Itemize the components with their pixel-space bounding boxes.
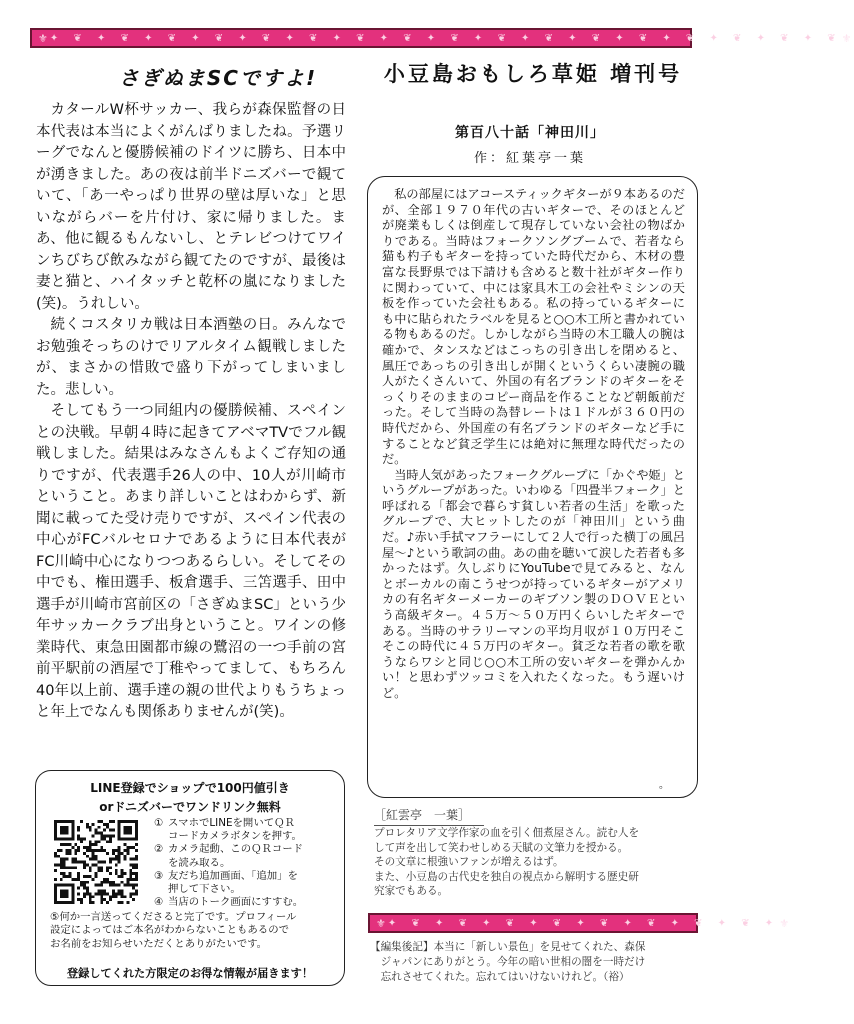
- profile-line: また、小豆島の古代史を独自の視点から解明する歴史研: [374, 870, 639, 883]
- qr-code-icon[interactable]: [54, 820, 138, 904]
- top-decorative-band: [30, 28, 854, 48]
- profile-line: して声を出して笑わせしめる天賦の文筆力を授かる。: [374, 841, 629, 854]
- author-name: 作：紅葉亭一葉: [473, 151, 586, 166]
- line-step: ② カメラ起動、このＱＲコード を読み取る。: [154, 843, 304, 869]
- line-step: ④ 当店のトーク画面にすすむ。: [154, 896, 304, 909]
- left-paragraph: カタールW杯サッカー、我らが森保監督の日本代表は本当によくがんばりましたね。予選リーグでなんと優勝候補のドイツに勝ち、日本中が湧きました。あの夜は前半ドニズバーで観ていて、「あ一やっぱり世界の壁は厚いな」と思いながらバーを片付け、家に帰りました。まあ、他に観るもんないし、とテレビつけてワインちびちび飲みながら観てたのですが、最後は妻と猫と、ハイタッチと乾杯の嵐になりました(笑)。うれしい。: [36, 102, 346, 312]
- fleur-de-lis-icon: ⚜: [779, 916, 792, 930]
- line-step: ③ 友だち追加画面、「追加」を 押して下さい。: [154, 869, 298, 896]
- editor-postscript: [370, 940, 695, 984]
- left-paragraph: 続くコスタリカ戦は日本酒塾の日。みんなでお勉強そっちのけでリアルタイム観戦しましたが、まさかの惜敗で盛り下がってしまいました。悲しい。: [36, 317, 346, 398]
- band-pattern: ✦ ❦ ✦ ❦ ✦ ❦ ✦ ❦ ✦ ❦ ✦ ❦ ✦ ❦ ✦ ❦ ✦: [387, 917, 780, 929]
- story-end-mark: 。: [659, 780, 669, 791]
- editor-line: 忘れさせてくれた。忘れてはいけないけれど。（裕）: [370, 970, 630, 983]
- line-note: ⑤何か一言送ってくださると完了です。プロフィール 設定によってはご本名がわからないこともあるので お名前をお知らせいただくとありがたいです。: [50, 911, 297, 950]
- story-paragraph: 私の部屋にはアコースティックギターが９本あるのだが、全部１９７０年代の古いギターで、そのほとんどが廃業もしくは倒産して現存していない会社の物ばかりである。当時はフォークソングブームで、若者なら猫も杓子もギターを持っていた時代だから、木材の豊富な長野県では下請けも含めると数十社がギター作りに関わっていて、中には家具木工の会社やミシンの天板を作っていた会社もある。私の持っているギターにも中に貼られたラベルを見ると○○木工所と書かれている物もあるのだ。しかしながら当時の木工職人の腕は確かで、タンスなどはこっちの引き出しを閉めると、風圧であっちの引き出しが開くというくらい凄腕の職人がたくさんいて、外国の有名ブランドのギターをそっくりそのままのコピー商品を作ることなど朝飯前だった。そして当時の為替レートは１ドルが３６０円の時代だから、外国産の有名ブランドのギターなど手にすることなど貧乏学生には絶対に無理な時代だったのだ。: [382, 187, 685, 467]
- profile-heading: ［紅雲亭 一葉］: [374, 806, 484, 826]
- author-profile: [374, 826, 692, 899]
- line-heading-discount: LINE登録でショップで100円値引き: [90, 781, 290, 795]
- band-pattern: ✦ ❦ ✦ ❦ ✦ ❦ ✦ ❦ ✦ ❦ ✦ ❦ ✦ ❦ ✦ ❦ ✦ ❦ ✦ ❦ ✦ ❦ ✦ ❦ ✦ ❦ ✦ ❦ ✦ ❦ ✦ ❦ ✦ ❦: [49, 32, 842, 44]
- story-paragraph: 当時人気があったフォークグループに「かぐや姫」というグループがあった。いわゆる「四畳半フォーク」と呼ばれる「都会で暮らす貧しい若者の生活」を歌ったグループで、大ヒットしたのが「神田川」という曲だ。♪赤い手拭マフラーにして２人で行った横丁の風呂屋〜♪という歌詞の曲。あの曲を聴いて涙した若者も多かったはず。久しぶりにYouTubeで見てみると、なんとボーカルの南こうせつが持っているギターがアメリカの有名ギターメーカーのギブソン製のＤＯＶＥという高級ギター。４５万〜５０万円くらいしたギターである。当時のサラリーマンの平均月収が１０万円そこそこの時代に４５万円のギター。貧乏な若者の歌を歌うならワシと同じ○○木工所の安いギターを弾かんかい！と思わずツッコミを入れたくなった。もう遅いけど。: [382, 467, 685, 700]
- line-heading-drink: orドニズバーでワンドリンク無料: [99, 800, 281, 814]
- fleur-de-lis-icon: ⚜: [841, 31, 854, 45]
- story-box: [367, 176, 698, 798]
- line-step: ① スマホでLINEを開いてＱＲ コードカメラボタンを押す。: [154, 817, 302, 843]
- profile-line: プロレタリア文学作家の血を引く佃煮屋さん。読む人を: [374, 827, 640, 839]
- fleur-de-lis-icon: ⚜: [38, 31, 50, 45]
- line-steps: [154, 817, 340, 909]
- left-paragraph: そしてもう一つ同組内の優勝候補、スペインとの決戦。早朝４時に起きてアベマTVでフル観戦しました。結果はみなさんもよくご存知の通りですが、代表選手26人の中、10人が川崎市ということ。あまり詳しいことはわからず、新聞に載ってた受け売りですが、スペイン代表の中心がFCバルセロナであるように日本代表がFC川崎中心になりつつあるらしい。そしてその中でも、権田選手、板倉選手、三笘選手、田中選手が川崎市宮前区の「さぎぬまSC」という少年サッカークラブ出身ということ。ワインの修業時代、東急田園都市線の鷺沼の一つ手前の宮前平駅前の酒屋で丁稚やってまして、もちろん40年以上前、選手達の親の世代よりもうちょっと年上でなんも関係ありませんが(笑)。: [36, 403, 346, 720]
- profile-line: 究家でもある。: [374, 885, 449, 898]
- editor-line: ジャパンにありがとう。今年の暗い世相の闇を一時だけ: [370, 955, 646, 968]
- left-column-title: さぎぬまSCですよ!: [118, 66, 318, 90]
- fleur-de-lis-icon: ⚜: [376, 916, 388, 930]
- right-column-title: 小豆島おもしろ草姫 増刊号: [383, 62, 683, 86]
- left-article: [36, 100, 346, 724]
- episode-title: 第百八十話「神田川」: [455, 125, 605, 141]
- line-footer: 登録してくれた方限定のお得な情報が届きます！: [66, 967, 314, 980]
- bottom-decorative-band: [368, 913, 792, 933]
- profile-line: その文章に根強いファンが増えるはず。: [374, 856, 564, 869]
- line-registration-box: [35, 770, 345, 986]
- editor-line: 【編集後記】本当に「新しい景色」を見せてくれた、森保: [370, 941, 646, 953]
